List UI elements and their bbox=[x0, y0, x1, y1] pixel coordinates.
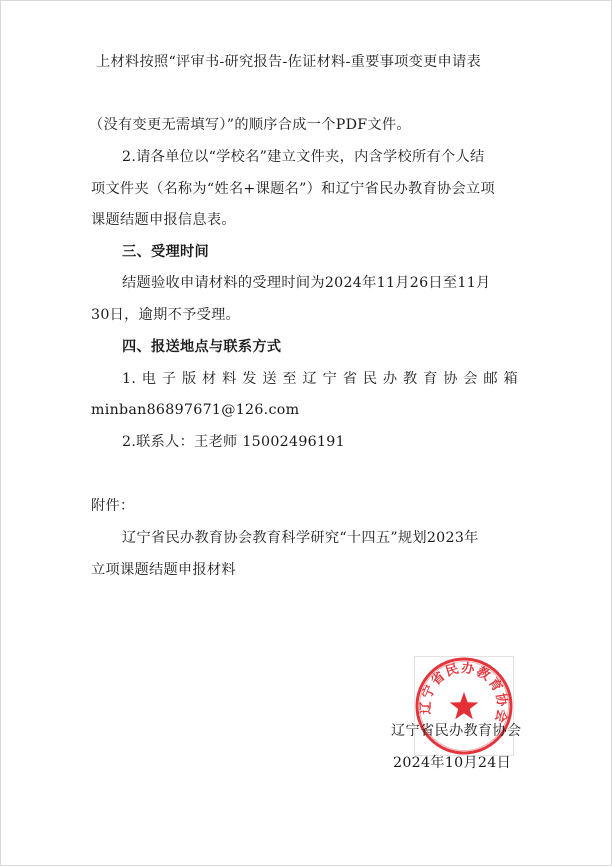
section-3-line-1: 结题验收申请材料的受理时间为2024年11月26日至11月 bbox=[122, 275, 491, 291]
section-4-heading: 四、报送地点与联系方式 bbox=[122, 339, 282, 355]
section-3-heading: 三、受理时间 bbox=[122, 244, 209, 260]
paragraph-2-line-1: 2.请各单位以“学校名”建立文件夹，内含学校所有个人结 bbox=[122, 149, 485, 165]
paragraph-1-line-2: （没有变更无需填写）”的顺序合成一个PDF文件。 bbox=[89, 117, 411, 133]
email-address: minban86897671@126.com bbox=[91, 402, 300, 418]
signing-organization: 辽宁省民办教育协会 bbox=[391, 723, 522, 739]
paragraph-1-line-1: 上材料按照“评审书-研究报告-佐证材料-重要事项变更申请表 bbox=[96, 54, 482, 70]
paragraph-2-line-2: 项文件夹（名称为“姓名+课题名”）和辽宁省民办教育协会立项 bbox=[91, 181, 495, 197]
section-3-line-2: 30日，逾期不予受理。 bbox=[91, 307, 241, 323]
contact-line: 2.联系人：王老师 15002496191 bbox=[122, 434, 345, 450]
attachment-label: 附件： bbox=[91, 498, 135, 514]
attachment-line-1: 辽宁省民办教育协会教育科学研究“十四五”规划2023年 bbox=[122, 530, 479, 546]
official-seal bbox=[414, 656, 514, 756]
section-4-line-1: 1.电子版材料发送至辽宁省民办教育协会邮箱 bbox=[122, 371, 518, 387]
paragraph-2-line-3: 课题结题申报信息表。 bbox=[91, 212, 236, 228]
signing-date: 2024年10月24日 bbox=[393, 755, 512, 771]
svg-text:辽宁省民办教育协会: 辽宁省民办教育协会 bbox=[418, 660, 510, 726]
attachment-line-2: 立项课题结题申报材料 bbox=[91, 562, 236, 578]
